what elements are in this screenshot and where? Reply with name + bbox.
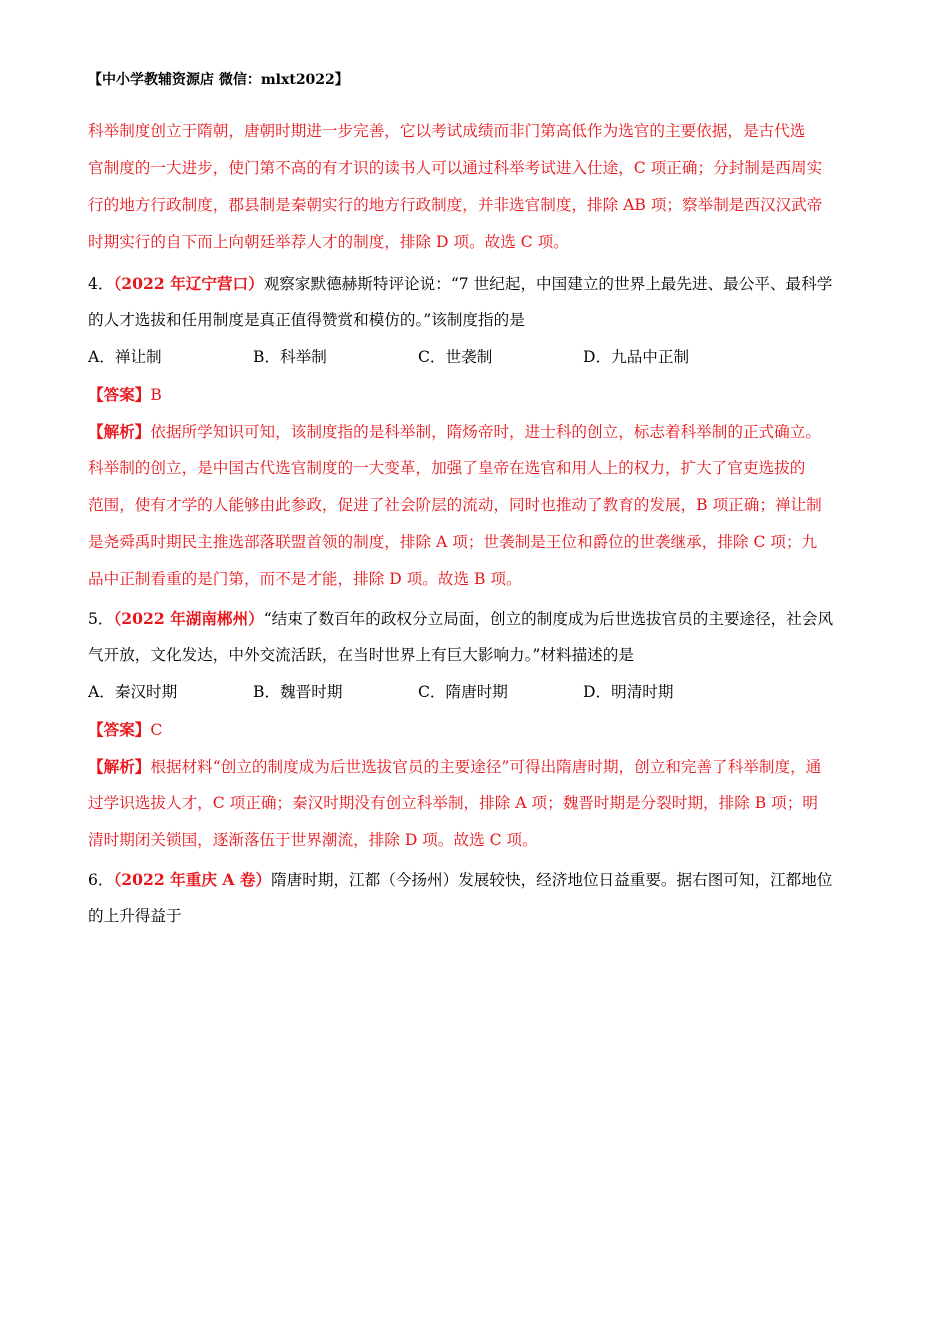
question-4-answer: [88, 376, 866, 413]
analysis-line: 科举制的创立，是中国古代选官制度的一大变革，加强了皇帝在选官和用人上的权力，扩大了官吏选拔的: [88, 459, 806, 477]
option-b: B．魏晋时期: [253, 683, 343, 701]
question-stem: [88, 265, 866, 302]
analysis-line: 清时期闭关锁国，逐渐落伍于世界潮流，排除 D 项。故选 C 项。: [88, 831, 538, 849]
analysis-line: 过学识选拔人才，C 项正确；秦汉时期没有创立科举制，排除 A 项；魏晋时期是分裂时期，排除 B 项；明: [88, 794, 818, 812]
question-stem: [88, 600, 866, 637]
question-5: [88, 600, 866, 674]
question-source: （2022 年湖南郴州）: [113, 609, 264, 628]
analysis-line: 官制度的一大进步，使门第不高的有才识的读书人可以通过科举考试进入仕途，C 项正确；分封制是西周实: [88, 159, 823, 177]
stem-text: 隋唐时期，江都（今扬州）发展较快，经济地位日益重要。据右图可知，江都地位: [271, 871, 833, 889]
answer-value: B: [150, 386, 162, 404]
stem-text: “结束了数百年的政权分立局面，创立的制度成为后世选拔官员的主要途径，社会风: [263, 610, 834, 628]
answer-label: 【答案】: [88, 385, 151, 404]
option-b: B．科举制: [253, 348, 327, 366]
option-a: A．禅让制: [88, 348, 162, 366]
analysis-label: 【解析】: [88, 422, 151, 441]
question-5-analysis: [88, 748, 866, 859]
question-source: （2022 年重庆 A 卷）: [113, 870, 272, 889]
question-number: 4．: [88, 275, 114, 293]
analysis-line: 范围，使有才学的人能够由此参政，促进了社会阶层的流动，同时也推动了教育的发展，B 项正确；禅让制: [88, 496, 822, 514]
page-header: 【中小学教辅资源店 微信：mlxt2022】: [88, 72, 349, 88]
analysis-line: 行的地方行政制度，郡县制是秦朝实行的地方行政制度，并非选官制度，排除 AB 项；察举制是西汉汉武帝: [88, 196, 823, 214]
question-6: [88, 861, 866, 935]
question-number: 5．: [88, 610, 114, 628]
analysis-line: 是尧舜禹时期民主推选部落联盟首领的制度，排除 A 项；世袭制是王位和爵位的世袭继承，排除 C 项；九: [88, 533, 818, 551]
analysis-line: 依据所学知识可知，该制度指的是科举制，隋炀帝时，进士科的创立，标志着科举制的正式确立。: [150, 423, 821, 441]
option-c: C．世袭制: [418, 348, 493, 366]
question-4: [88, 265, 866, 339]
stem-text: 的人才选拔和任用制度是真正值得赞赏和模仿的。”该制度指的是: [88, 311, 525, 329]
question-stem: [88, 861, 866, 898]
question-5-options: [88, 674, 866, 711]
question-5-answer: [88, 711, 866, 748]
question-source: （2022 年辽宁营口）: [113, 274, 264, 293]
analysis-line: 品中正制看重的是门第，而不是才能，排除 D 项。故选 B 项。: [88, 570, 522, 588]
option-c: C．隋唐时期: [418, 683, 508, 701]
stem-text: 的上升得益于: [88, 907, 182, 925]
option-d: D．明清时期: [583, 683, 674, 701]
stem-text: 观察家默德赫斯特评论说：“7 世纪起，中国建立的世界上最先进、最公平、最科学: [263, 275, 833, 293]
analysis-line: 科举制度创立于隋朝，唐朝时期进一步完善，它以考试成绩而非门第高低作为选官的主要依据，是古代选: [88, 122, 806, 140]
question-4-analysis: [88, 413, 866, 598]
option-a: A．秦汉时期: [88, 683, 178, 701]
question-number: 6．: [88, 871, 114, 889]
question-4-options: [88, 339, 866, 376]
analysis-line: 根据材料“创立的制度成为后世选拔官员的主要途径”可得出隋唐时期，创立和完善了科举制度，通: [150, 758, 822, 776]
q3-analysis: [88, 113, 866, 261]
answer-value: C: [150, 721, 163, 739]
option-d: D．九品中正制: [583, 348, 690, 366]
analysis-label: 【解析】: [88, 757, 151, 776]
analysis-line: 时期实行的自下而上向朝廷举荐人才的制度，排除 D 项。故选 C 项。: [88, 233, 569, 251]
answer-label: 【答案】: [88, 720, 151, 739]
stem-text: 气开放，文化发达，中外交流活跃，在当时世界上有巨大影响力。”材料描述的是: [88, 646, 634, 664]
